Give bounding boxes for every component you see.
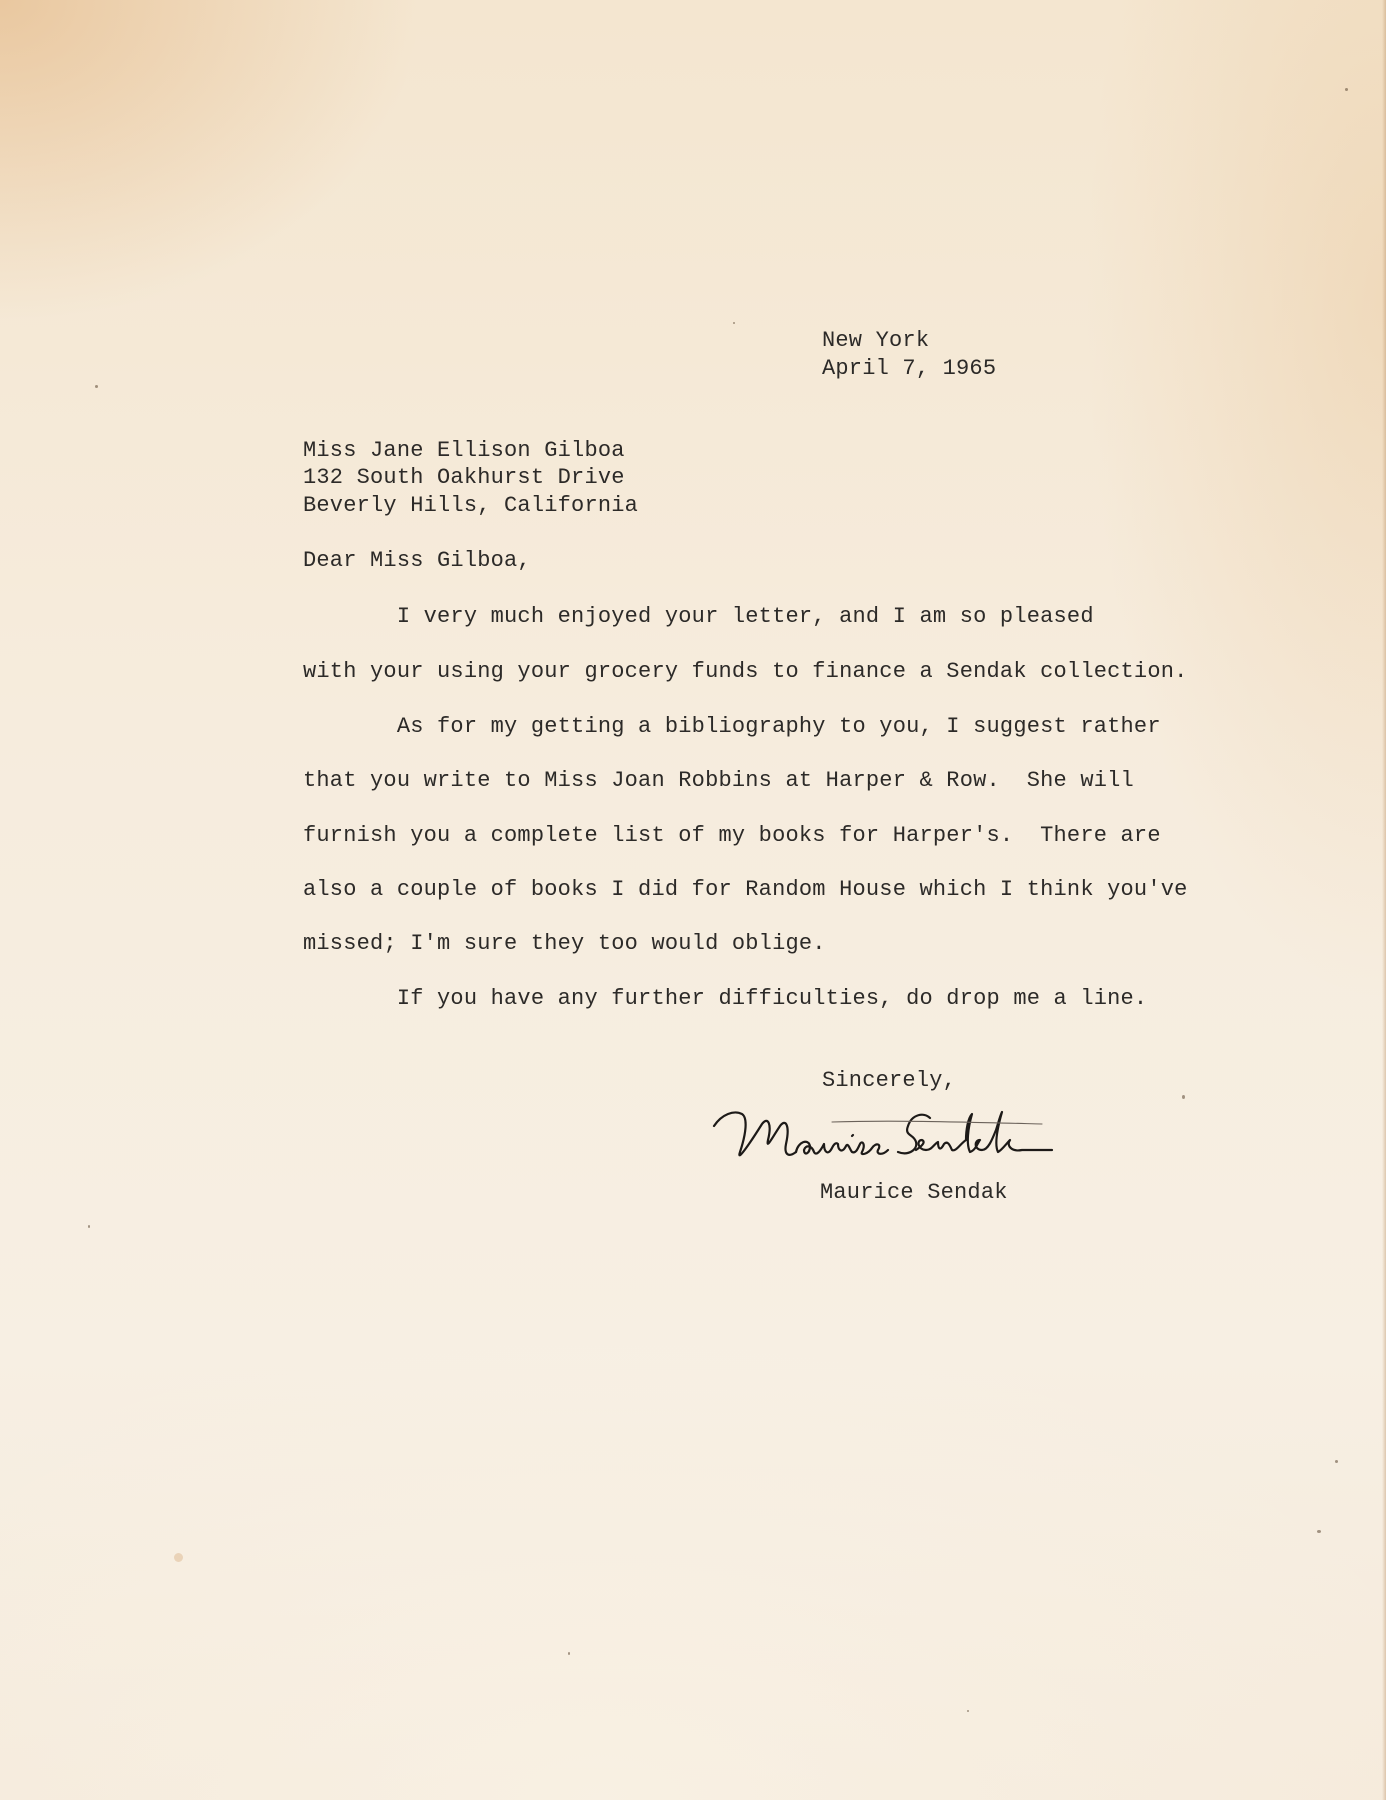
page-edge-shadow bbox=[1382, 0, 1386, 1800]
paper-speck bbox=[88, 1225, 90, 1228]
paper-speck bbox=[174, 1553, 183, 1562]
recipient-name: Miss Jane Ellison Gilboa bbox=[303, 438, 625, 463]
paper-speck bbox=[1335, 1460, 1338, 1463]
signer-name: Maurice Sendak bbox=[820, 1180, 1008, 1205]
handwritten-signature bbox=[712, 1100, 1062, 1180]
recipient-city: Beverly Hills, California bbox=[303, 493, 639, 518]
paper-speck bbox=[733, 322, 735, 324]
body-line: furnish you a complete list of my books for Harper's. There are bbox=[303, 823, 1161, 848]
paper-speck bbox=[568, 1652, 570, 1655]
body-line: also a couple of books I did for Random House which I think you've bbox=[303, 877, 1188, 902]
paper-speck bbox=[1345, 88, 1348, 91]
letter-place: New York bbox=[822, 328, 930, 353]
body-line: with your using your grocery funds to finance a Sendak collection. bbox=[303, 659, 1188, 684]
body-line: that you write to Miss Joan Robbins at Harper & Row. She will bbox=[303, 768, 1134, 793]
body-line: missed; I'm sure they too would oblige. bbox=[303, 931, 826, 956]
paper-speck bbox=[1317, 1530, 1321, 1533]
salutation: Dear Miss Gilboa, bbox=[303, 548, 531, 573]
body-line: As for my getting a bibliography to you, I suggest rather bbox=[303, 714, 1161, 739]
letter-date: April 7, 1965 bbox=[822, 356, 997, 381]
paper-speck bbox=[95, 385, 98, 388]
paper-speck bbox=[967, 1710, 969, 1712]
paper-speck bbox=[1182, 1095, 1185, 1099]
recipient-street: 132 South Oakhurst Drive bbox=[303, 465, 625, 490]
body-line: If you have any further difficulties, do drop me a line. bbox=[303, 986, 1148, 1011]
closing: Sincerely, bbox=[822, 1068, 957, 1093]
body-line: I very much enjoyed your letter, and I am so pleased bbox=[303, 604, 1094, 629]
signature-text: Maurice Sendak bbox=[712, 1100, 719, 1101]
